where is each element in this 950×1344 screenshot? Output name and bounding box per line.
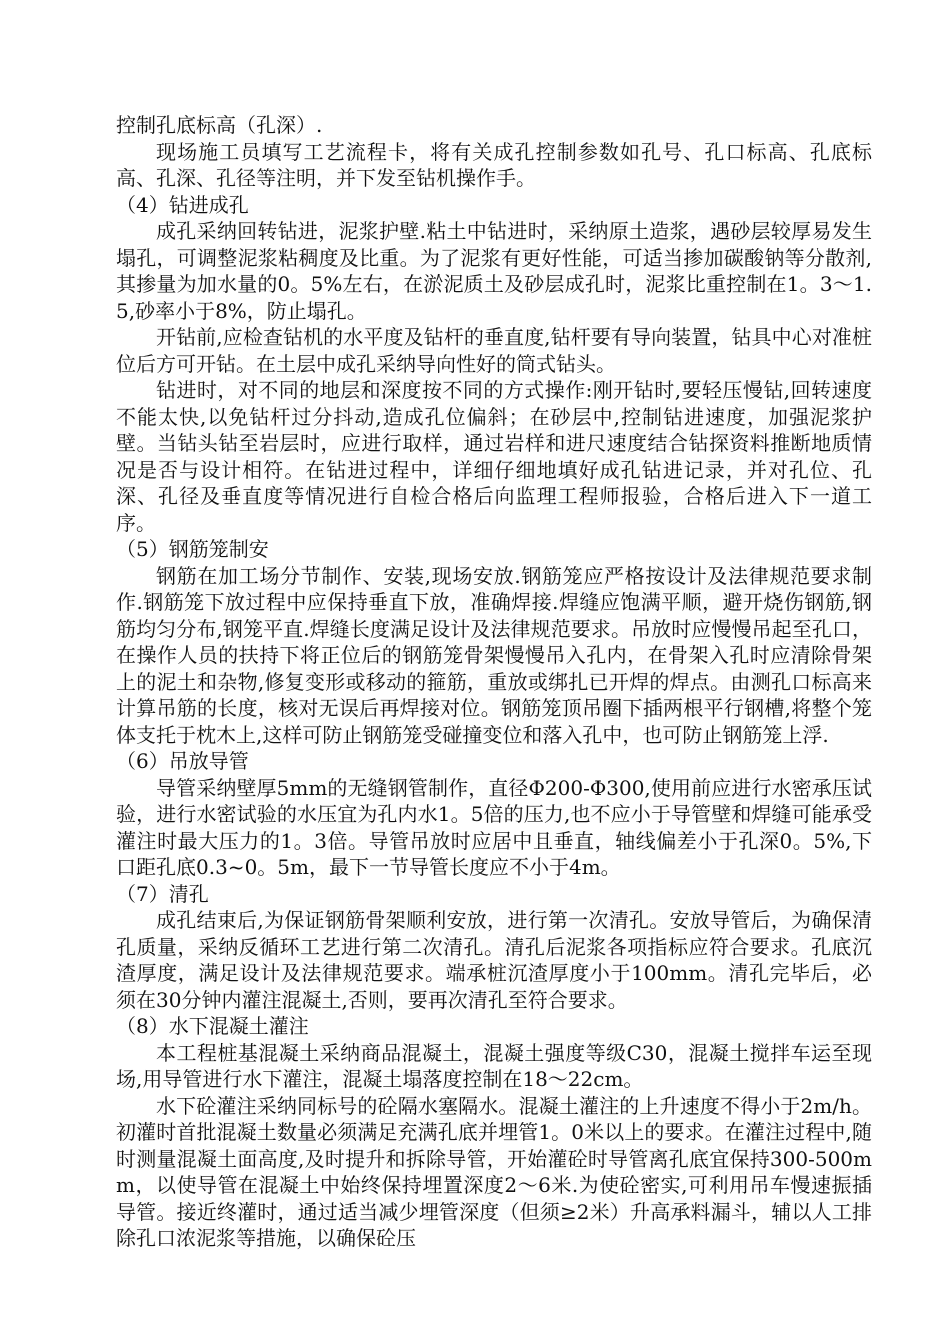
paragraph-before-drilling: 开钻前,应检查钻机的水平度及钻杆的垂直度,钻杆要有导向装置，钻具中心对准桩位后方可开钻。在土层中成孔采纳导向性好的筒式钻头。 — [116, 325, 872, 376]
paragraph-tremie-pipe: 导管采纳壁厚5mm的无缝钢管制作，直径Φ200-Φ300,使用前应进行水密承压试验，进行水密试验的水压宜为孔内水1。5倍的压力,也不应小于导管壁和焊缝可能承受灌注时最大压力的1。3倍。导管吊放时应居中且垂直，轴线偏差小于孔深0。5%,下口距孔底0.3~0。5m，最下一节导管长度应不小于4m。 — [116, 775, 872, 879]
section-heading-tremie-pipe: （6）吊放导管 — [116, 749, 249, 773]
paragraph-drilling-operation: 钻进时，对不同的地层和深度按不同的方式操作:刚开钻时,要轻压慢钻,回转速度不能太快,以免钻杆过分抖动,造成孔位偏斜；在砂层中,控制钻进速度，加强泥浆护壁。当钻头钻至岩层时，应进行取样，通过岩样和进尺速度结合钻探资料推断地质情况是否与设计相符。在钻进过程中，详细仔细地填好成孔钻进记录，并对孔位、孔深、孔径及垂直度等情况进行自检合格后向监理工程师报验，合格后进入下一道工序。 — [116, 378, 872, 535]
section-heading-underwater-concrete: （8）水下混凝土灌注 — [116, 1014, 309, 1038]
paragraph-hole-bottom-elevation: 控制孔底标高（孔深）. — [116, 113, 323, 137]
document-page — [116, 112, 872, 1252]
paragraph-hole-cleaning: 成孔结束后,为保证钢筋骨架顺利安放，进行第一次清孔。安放导管后，为确保清孔质量，采纳反循环工艺进行第二次清孔。清孔后泥浆各项指标应符合要求。孔底沉渣厚度，满足设计及法律规范要求。端承桩沉渣厚度小于100mm。清孔完毕后，必须在30分钟内灌注混凝土,否则，要再次清孔至符合要求。 — [116, 908, 872, 1012]
section-heading-rebar-cage: （5）钢筋笼制安 — [116, 537, 269, 561]
section-heading-drilling: （4）钻进成孔 — [116, 192, 249, 217]
paragraph-concrete-supply: 本工程桩基混凝土采纳商品混凝土，混凝土强度等级C30，混凝土搅拌车运至现场,用导管进行水下灌注，混凝土塌落度控制在18～22cm。 — [116, 1040, 872, 1091]
paragraph-process-card: 现场施工员填写工艺流程卡，将有关成孔控制参数如孔号、孔口标高、孔底标高、孔深、孔径等注明，并下发至钻机操作手。 — [116, 139, 872, 190]
paragraph-concrete-pouring: 水下砼灌注采纳同标号的砼隔水塞隔水。混凝土灌注的上升速度不得小于2m/h。初灌时首批混凝土数量必须满足充满孔底并埋管1。0米以上的要求。在灌注过程中,随时测量混凝土面高度,及时提升和拆除导管，开始灌砼时导管离孔底宜保持300-500mm，以使导管在混凝土中始终保持埋置深度2～6米.为使砼密实,可利用吊车慢速振插导管。接近终灌时，通过适当减少埋管深度（但须≥2米）升高承料漏斗，辅以人工排除孔口浓泥浆等措施，以确保砼压 — [116, 1093, 872, 1250]
section-heading-hole-cleaning: （7）清孔 — [116, 881, 209, 906]
paragraph-drilling-method: 成孔采纳回转钻进，泥浆护壁.粘土中钻进时，采纳原土造浆，遇砂层较厚易发生塌孔，可调整泥浆粘稠度及比重。为了泥浆有更好性能，可适当掺加碳酸钠等分散剂,其掺量为加水量的0。5%左右，在淤泥质土及砂层成孔时，泥浆比重控制在1。3～1.5,砂率小于8%，防止塌孔。 — [116, 219, 872, 323]
paragraph-rebar-cage: 钢筋在加工场分节制作、安装,现场安放.钢筋笼应严格按设计及法律规范要求制作.钢筋笼下放过程中应保持垂直下放，准确焊接.焊缝应饱满平顺，避开烧伤钢筋,钢筋均匀分布,钢笼平直.焊缝长度满足设计及法律规范要求。吊放时应慢慢吊起至孔口，在操作人员的扶持下将正位后的钢筋笼骨架慢慢吊入孔内，在骨架入孔时应清除骨架上的泥土和杂物,修复变形或移动的箍筋，重放或绑扎已开焊的焊点。由测孔口标高来计算吊筋的长度，核对无误后再焊接对位。钢筋笼顶吊圈下插两根平行钢槽,将整个笼体支托于枕木上,这样可防止钢筋笼受碰撞变位和落入孔中，也可防止钢筋笼上浮. — [116, 563, 872, 747]
